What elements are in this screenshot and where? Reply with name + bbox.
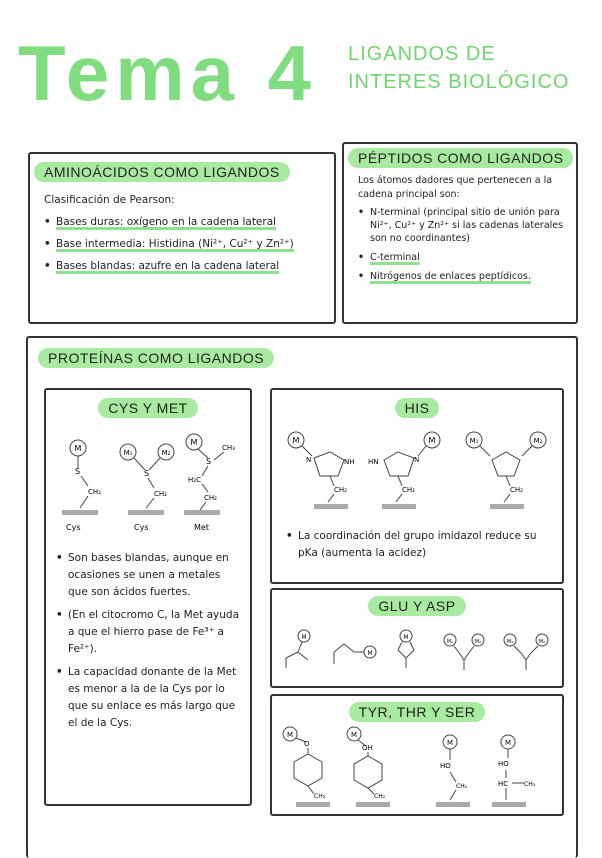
carboxylate-4 (444, 634, 484, 670)
aminoacidos-box (28, 152, 336, 324)
tyr-thr-ser-structures (274, 726, 560, 810)
pearson-classification: Clasificación de Pearson: (44, 194, 175, 206)
n-label: N (306, 456, 312, 464)
ch2-label: CH₂ (374, 793, 386, 800)
sulfur-label: S (75, 467, 81, 476)
cys-met-title: CYS Y MET (98, 398, 197, 418)
glu-asp-structures (274, 626, 560, 680)
cys-label: Cys (66, 523, 81, 532)
ch2-label: CH₂ (204, 494, 217, 502)
metal-label: M₂ (474, 639, 482, 645)
ch2-label: CH₂ (88, 488, 101, 496)
item-text: Base intermedia: Histidina (Ni²⁺, Cu²⁺ y Zn²⁺) (56, 238, 294, 250)
cys-label: Cys (134, 523, 149, 532)
ch2-label: CH₂ (510, 486, 523, 494)
peptidos-intro: Los átomos dadores que pertenecen a la cadena principal son: (358, 175, 553, 200)
list-item (358, 251, 568, 264)
oh-label: OH (362, 744, 373, 752)
metal-label: M₂ (538, 639, 546, 645)
carboxylate-5 (504, 634, 548, 670)
ho-label: HO (440, 762, 451, 770)
met-structure (184, 434, 235, 532)
his-title: HIS (395, 398, 440, 418)
cys-structure-2 (120, 444, 174, 532)
metal-label: M (350, 731, 358, 739)
list-item (44, 236, 326, 252)
his-structure-3 (466, 432, 546, 509)
item-text: C-terminal (370, 252, 420, 263)
nh-label: NH (344, 458, 355, 466)
ch2-label: CH₂ (334, 486, 347, 494)
h2c-label: H₂C (188, 476, 201, 484)
carboxylate-1 (286, 630, 310, 668)
glu-asp-panel (270, 588, 564, 688)
metal-label: M (504, 739, 512, 747)
item-text: N-terminal (principal sitio de unión para Ni²⁺, Cu²⁺ y Zn²⁺ si las cadenas laterales son no coordinantes) (370, 207, 564, 244)
metal-label: M₁ (123, 449, 133, 457)
metal-label: M (367, 650, 373, 657)
list-item (358, 270, 568, 283)
metal-label: M (292, 436, 300, 445)
note-text: Son bases blandas, aunque en ocasiones se unen a metales que son ácidos fuertes. (68, 552, 229, 598)
sulfur-label: S (206, 457, 212, 466)
item-text: Nitrógenos de enlaces peptídicos. (370, 271, 531, 282)
glu-asp-title: GLU Y ASP (368, 596, 465, 616)
aminoacidos-title: AMINOÁCIDOS COMO LIGANDOS (34, 162, 290, 182)
list-item (358, 206, 568, 245)
list-item (44, 258, 326, 274)
ser-structure (492, 735, 536, 807)
list-item (286, 528, 548, 562)
tyr-structure-2 (347, 727, 390, 807)
o-label: O (304, 740, 310, 748)
metal-label: M₁ (446, 639, 454, 645)
metal-label: M₂ (161, 449, 171, 457)
note-text: (En el citocromo C, la Met ayuda a que el hierro pase de Fe³⁺ a Fe²⁺). (68, 609, 240, 655)
tyr-structure-1 (283, 727, 330, 807)
metal-label: M₂ (533, 437, 543, 445)
thr-structure (436, 735, 470, 807)
page-subtitle: LIGANDOS DE INTERES BIOLÓGICO (348, 43, 570, 93)
peptidos-box (342, 142, 578, 324)
metal-label: M (428, 436, 436, 445)
hc-label: HC (498, 780, 509, 788)
metal-label: M (286, 731, 294, 739)
proteinas-title: PROTEÍNAS COMO LIGANDOS (38, 348, 274, 368)
metal-label: M (301, 634, 307, 641)
cys-met-structures (48, 430, 248, 540)
aminoacidos-list (44, 214, 326, 274)
ch3-label: CH₃ (524, 781, 536, 788)
ch3-label: CH₃ (222, 444, 235, 452)
metal-label: M₁ (469, 437, 479, 445)
list-item (44, 214, 326, 230)
cys-met-panel (44, 388, 252, 806)
tyr-thr-ser-panel (270, 694, 564, 816)
his-structures (274, 426, 560, 516)
page-title (18, 18, 338, 128)
carboxylate-2 (334, 644, 376, 664)
note-text: La capacidad donante de la Met es menor a la de la Cys por lo que su enlace es más largo que el de la Cys. (68, 666, 237, 729)
ch2-label: CH₂ (314, 793, 326, 800)
metal-label: M₁ (506, 639, 514, 645)
met-label: Met (194, 523, 209, 532)
sulfur-label: S (144, 469, 150, 478)
peptidos-title: PÉPTIDOS COMO LIGANDOS (348, 148, 573, 168)
metal-label: M (190, 438, 198, 447)
his-structure-1 (288, 432, 355, 509)
metal-label: M (403, 634, 409, 641)
list-item (56, 607, 240, 658)
hn-label: HN (368, 458, 379, 466)
note-text: La coordinación del grupo imidazol reduce su pKa (aumenta la acidez) (298, 530, 537, 559)
peptidos-list (358, 206, 568, 283)
list-item (56, 550, 240, 601)
metal-label: M (446, 739, 454, 747)
ch2-label: CH₂ (402, 486, 415, 494)
item-text: Bases duras: oxígeno en la cadena lateral (56, 216, 277, 228)
cys-met-notes (56, 550, 240, 738)
metal-label: M (74, 444, 82, 453)
ch2-label: CH₂ (456, 783, 468, 790)
his-structure-2 (368, 432, 440, 509)
page-title-text: Tema 4 (18, 29, 318, 117)
cys-structure-1 (62, 440, 101, 532)
his-notes (286, 528, 548, 568)
his-panel (270, 388, 564, 584)
n-label: N (414, 456, 420, 464)
ch2-label: CH₂ (154, 490, 167, 498)
tyr-thr-ser-title: TYR, THR Y SER (349, 702, 486, 722)
ho-label: HO (498, 760, 509, 768)
list-item (56, 664, 240, 732)
item-text: Bases blandas: azufre en la cadena lateral (56, 260, 280, 272)
carboxylate-3 (398, 630, 414, 668)
